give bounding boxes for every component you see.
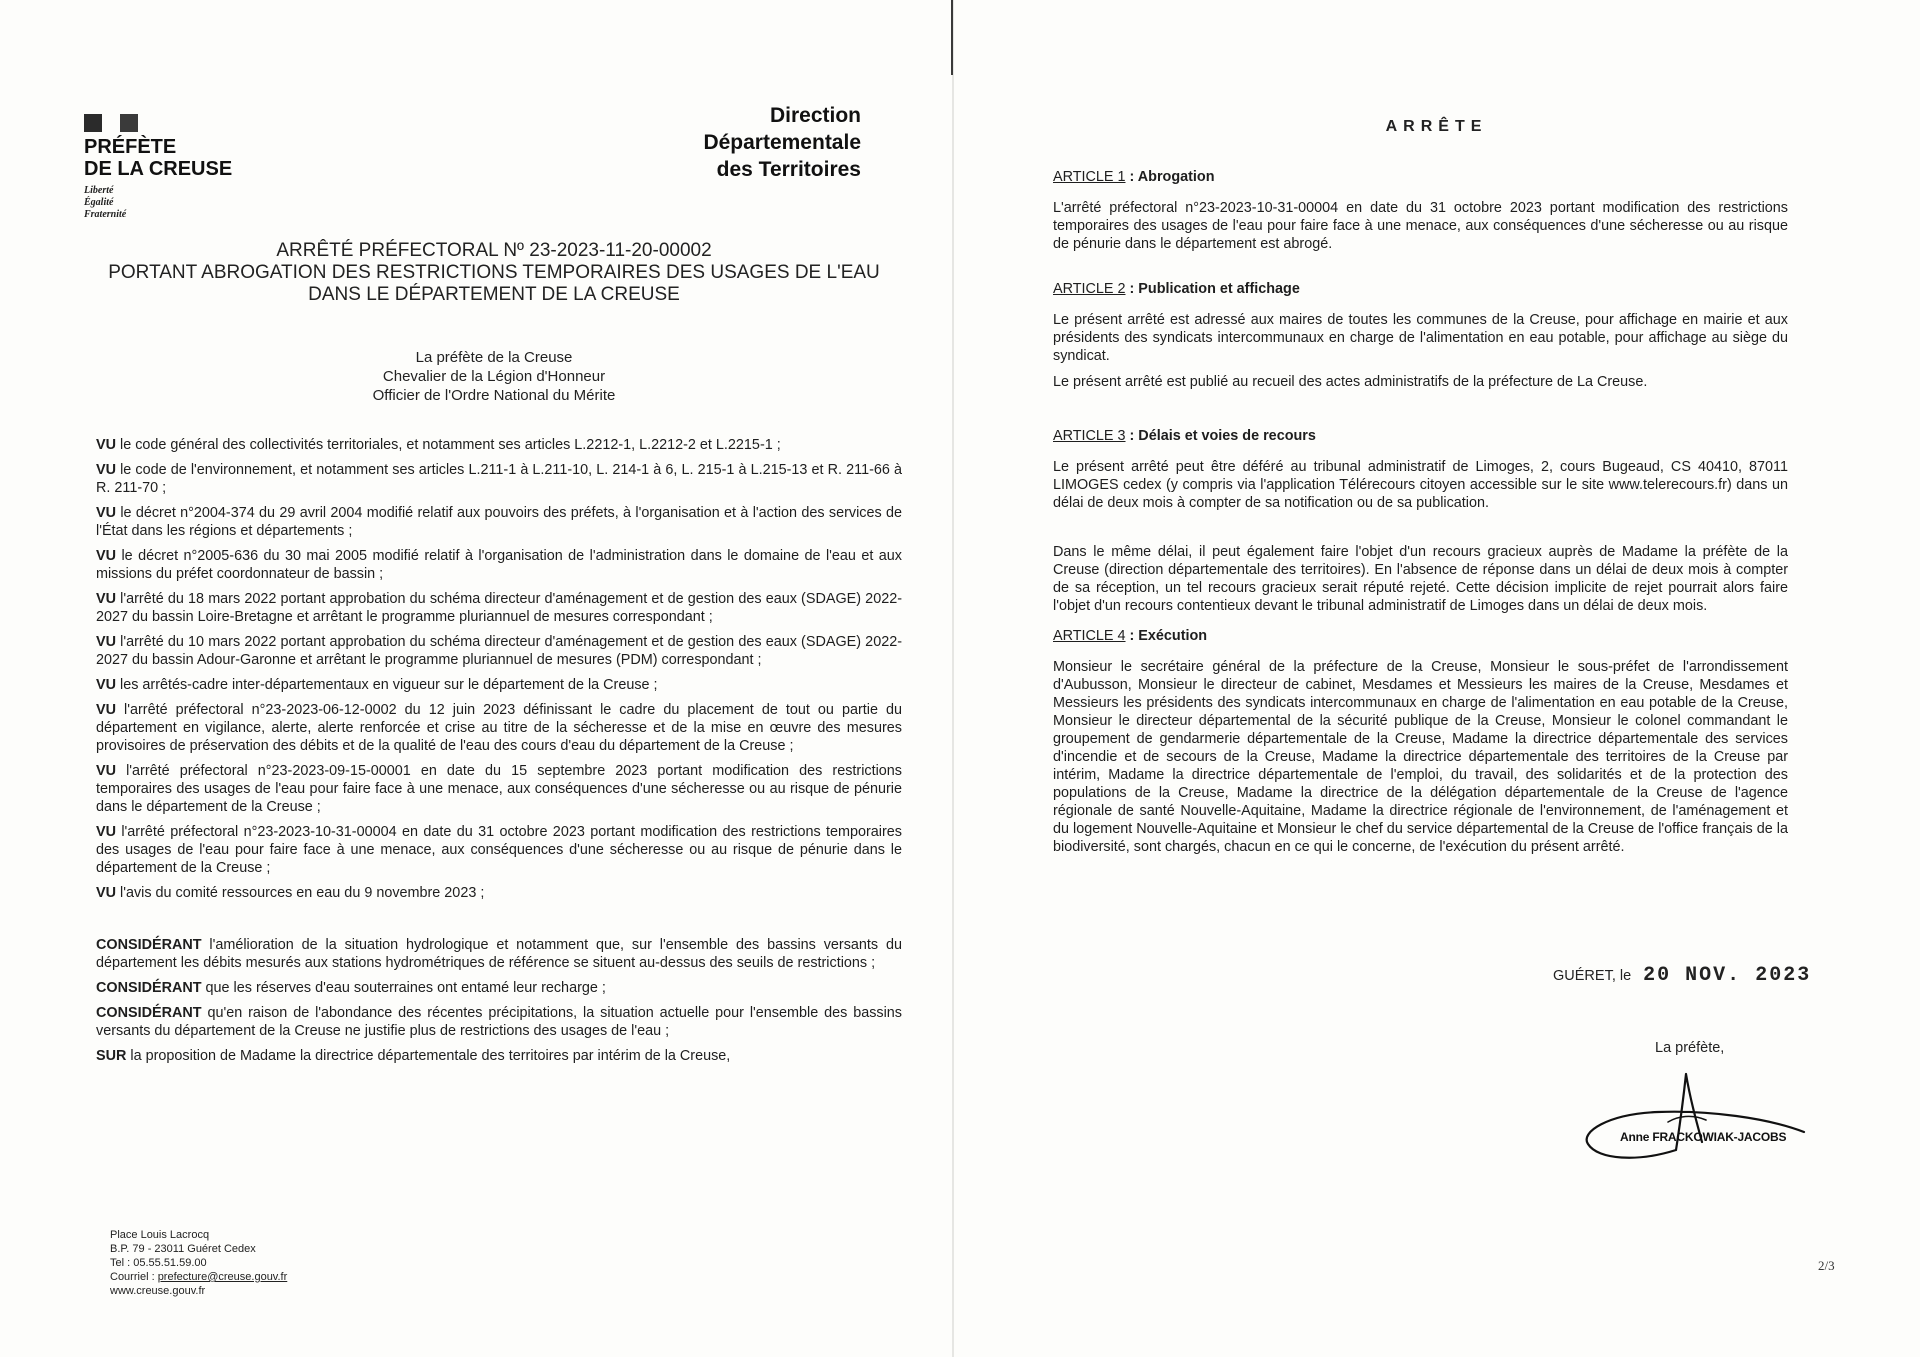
decree-subject: PORTANT ABROGATION DES RESTRICTIONS TEMPORAIRES DES USAGES DE L'EAU xyxy=(108,262,880,283)
article-heading: ARTICLE 1 : Abrogation xyxy=(1053,169,1215,185)
republic-motto xyxy=(84,185,232,221)
postal-address xyxy=(110,1228,287,1298)
issuing-authority xyxy=(84,348,904,405)
authority-line: Chevalier de la Légion d'Honneur xyxy=(382,368,606,385)
address-mail-row xyxy=(110,1270,287,1284)
visas-and-considerants xyxy=(96,436,902,1072)
visa: VU l'avis du comité ressources en eau du 9 novembre 2023 ; xyxy=(96,885,485,901)
email-link[interactable]: prefecture@creuse.gouv.fr xyxy=(157,1271,288,1283)
page-number: 2/3 xyxy=(1818,1258,1835,1273)
address-phone: Tel : 05.55.51.59.00 xyxy=(110,1257,207,1269)
arrete-heading: ARRÊTE xyxy=(1385,118,1488,135)
authority-line: Officier de l'Ordre National du Mérite xyxy=(372,387,616,404)
article-1 xyxy=(1053,168,1788,253)
prefecture-logo xyxy=(84,114,232,221)
considerant: CONSIDÉRANT que les réserves d'eau souterraines ont entamé leur recharge ; xyxy=(96,980,606,996)
mail-label: Courriel : xyxy=(110,1271,158,1283)
visa: VU le décret n°2004-374 du 29 avril 2004 modifié relatif aux pouvoirs des préfets, à l'organisation et à l'action des services de l'État dans les régions et départements ; xyxy=(96,505,902,539)
visa: VU les arrêtés-cadre inter-départementaux en vigueur sur le département de la Creuse ; xyxy=(96,677,658,693)
article-3 xyxy=(1053,427,1788,615)
article-4 xyxy=(1053,627,1788,856)
service-line: des Territoires xyxy=(716,158,861,181)
decree-number: ARRÊTÉ PRÉFECTORAL Nº 23-2023-11-20-00002 xyxy=(276,240,712,261)
address-postbox: B.P. 79 - 23011 Guéret Cedex xyxy=(110,1243,256,1255)
signature-place-date xyxy=(1553,964,1811,987)
visa: VU l'arrêté du 18 mars 2022 portant approbation du schéma directeur d'aménagement et de gestion des eaux (SDAGE) 2022-2027 du bassin Loire-Bretagne et arrêtant le programme pluriannuel de mesures correspondant ; xyxy=(96,591,902,625)
visa: VU le code de l'environnement, et notamment ses articles L.211-1 à L.211-10, L. 214-1 à 6, L. 215-1 à L.215-13 et R. 211-66 à R. 211-70 ; xyxy=(96,462,902,496)
article-paragraph: Le présent arrêté peut être déféré au tribunal administratif de Limoges, 2, cours Bugeaud, CS 40410, 87011 LIMOGES cedex (y compris via l'application Télérecours citoyen accessible sur le site www.telerecours.fr) dans un délai de deux mois à compter de sa notification ou de sa publication. xyxy=(1053,459,1788,511)
signature-place: GUÉRET, le xyxy=(1553,968,1632,984)
service-name xyxy=(703,102,861,183)
authority-line: La préfète de la Creuse xyxy=(415,349,573,366)
considerant: CONSIDÉRANT qu'en raison de l'abondance des récentes précipitations, la situation actuelle pour l'ensemble des bassins versants du département de la Creuse ne justifie plus de restrictions des usages de l'eau ; xyxy=(96,1005,902,1039)
left-page xyxy=(0,0,953,1357)
website-link[interactable]: www.creuse.gouv.fr xyxy=(110,1285,206,1297)
visa: VU l'arrêté préfectoral n°23-2023-06-12-0002 du 12 juin 2023 définissant le cadre du placement de tout ou partie du département en vigilance, alerte, alerte renforcée et crise au titre de la sécheresse et de la mise en œuvre des mesures provisoires de préservation des débits et de la qualité de l'eau des cours d'eau du département de la Creuse ; xyxy=(96,702,902,754)
motto-egalite: Égalité xyxy=(84,197,114,208)
article-heading: ARTICLE 2 : Publication et affichage xyxy=(1053,281,1300,297)
article-heading: ARTICLE 3 : Délais et voies de recours xyxy=(1053,428,1316,444)
article-heading: ARTICLE 4 : Exécution xyxy=(1053,628,1208,644)
article-paragraph: Monsieur le secrétaire général de la préfecture de la Creuse, Monsieur le sous-préfet de l'arrondissement d'Aubusson, Monsieur le directeur de cabinet, Mesdames et Messieurs les maires de la Creuse, Mesdames et Messieurs les présidents des syndicats intercommunaux en charge de l'alimentation en eau potable de la Creuse, Monsieur le directeur départemental de la sécurité publique de la Creuse, Monsieur le colonel commandant le groupement de gendarmerie départementale de la Creuse, Madame la directrice départementale des services d'incendie et de secours de la Creuse, Madame la directrice départementale des territoires de la Creuse par intérim, Madame la directrice départementale de l'emploi, du travail, des solidarités et de la protection des populations de la Creuse, Madame la directrice de la délégation départementale de la Creuse de l'agence régionale de santé Nouvelle-Aquitaine, Madame la directrice régionale de l'environnement, de l'aménagement et du logement Nouvelle-Aquitaine et Monsieur le chef du service départemental de la Creuse de l'office français de la biodiversité, sont chargés, chacun en ce qui le concerne, de l'exécution du présent arrêté. xyxy=(1053,659,1788,855)
article-2 xyxy=(1053,280,1788,391)
address-street: Place Louis Lacrocq xyxy=(110,1229,210,1241)
logo-title-line2: DE LA CREUSE xyxy=(84,158,233,180)
decree-scope: DANS LE DÉPARTEMENT DE LA CREUSE xyxy=(308,284,680,305)
visa: VU l'arrêté préfectoral n°23-2023-09-15-00001 en date du 15 septembre 2023 portant modification des restrictions temporaires des usages de l'eau pour faire face à une menace, aux conséquences d'une sécheresse ou au risque de pénurie dans le département de la Creuse ; xyxy=(96,763,902,815)
article-paragraph: L'arrêté préfectoral n°23-2023-10-31-00004 en date du 31 octobre 2023 portant modification des restrictions temporaires des usages de l'eau pour faire face à une menace, aux conséquences d'une sécheresse ou au risque de pénurie dans le département est abrogé. xyxy=(1053,200,1788,252)
considerant: CONSIDÉRANT l'amélioration de la situation hydrologique et notamment que, sur l'ensemble des bassins versants du département les débits mesurés aux stations hydrométriques de référence se situent au-dessus des seuils de restrictions ; xyxy=(96,937,902,971)
article-paragraph: Dans le même délai, il peut également faire l'objet d'un recours gracieux auprès de Madame la préfète de la Creuse (direction départementale des territoires). En l'absence de réponse dans un délai de deux mois à compter de sa réception, un tel recours gracieux serait réputé rejeté. Cette décision implicite de rejet pourrait alors faire l'objet d'un recours contentieux devant le tribunal administratif de Limoges dans un délai de deux mois. xyxy=(1053,544,1788,614)
motto-liberte: Liberté xyxy=(84,185,114,196)
visa: VU l'arrêté du 10 mars 2022 portant approbation du schéma directeur d'aménagement et de gestion des eaux (SDAGE) 2022-2027 du bassin Adour-Garonne et arrêtant le programme pluriannuel de mesures (PDM) correspondant ; xyxy=(96,634,902,668)
signatory-role: La préfète, xyxy=(1655,1040,1725,1056)
visa: VU le décret n°2005-636 du 30 mai 2005 modifié relatif à l'organisation de l'administration dans le domaine de l'eau et aux missions du préfet coordonnateur de bassin ; xyxy=(96,548,902,582)
article-paragraph: Le présent arrêté est adressé aux maires de toutes les communes de la Creuse, pour affichage en mairie et aux présidents des syndicats intercommunaux en charge de l'alimentation en eau potable, pour affichage au siège du syndicat. xyxy=(1053,312,1788,364)
service-line: Départementale xyxy=(703,131,861,154)
logo-title-line1: PRÉFÈTE xyxy=(84,136,177,158)
marianne-flag-icon xyxy=(84,114,138,132)
signatory-name: Anne FRACKOWIAK-JACOBS xyxy=(1620,1130,1787,1144)
proposal: SUR la proposition de Madame la directrice départementale des territoires par intérim de la Creuse, xyxy=(96,1048,731,1064)
date-stamp: 20 NOV. 2023 xyxy=(1643,964,1812,987)
motto-fraternite: Fraternité xyxy=(84,209,127,220)
handwritten-signature-icon xyxy=(1568,1062,1818,1172)
visa: VU le code général des collectivités territoriales, et notamment ses articles L.2212-1, L.2212-2 et L.2215-1 ; xyxy=(96,437,781,453)
service-line: Direction xyxy=(769,104,861,127)
article-paragraph: Le présent arrêté est publié au recueil des actes administratifs de la préfecture de La Creuse. xyxy=(1053,374,1648,390)
decree-title xyxy=(84,240,904,306)
visa: VU l'arrêté préfectoral n°23-2023-10-31-00004 en date du 31 octobre 2023 portant modification des restrictions temporaires des usages de l'eau pour faire face à une menace, aux conséquences d'une sécheresse ou au risque de pénurie dans le département de la Creuse ; xyxy=(96,824,902,876)
articles xyxy=(1053,168,1788,864)
